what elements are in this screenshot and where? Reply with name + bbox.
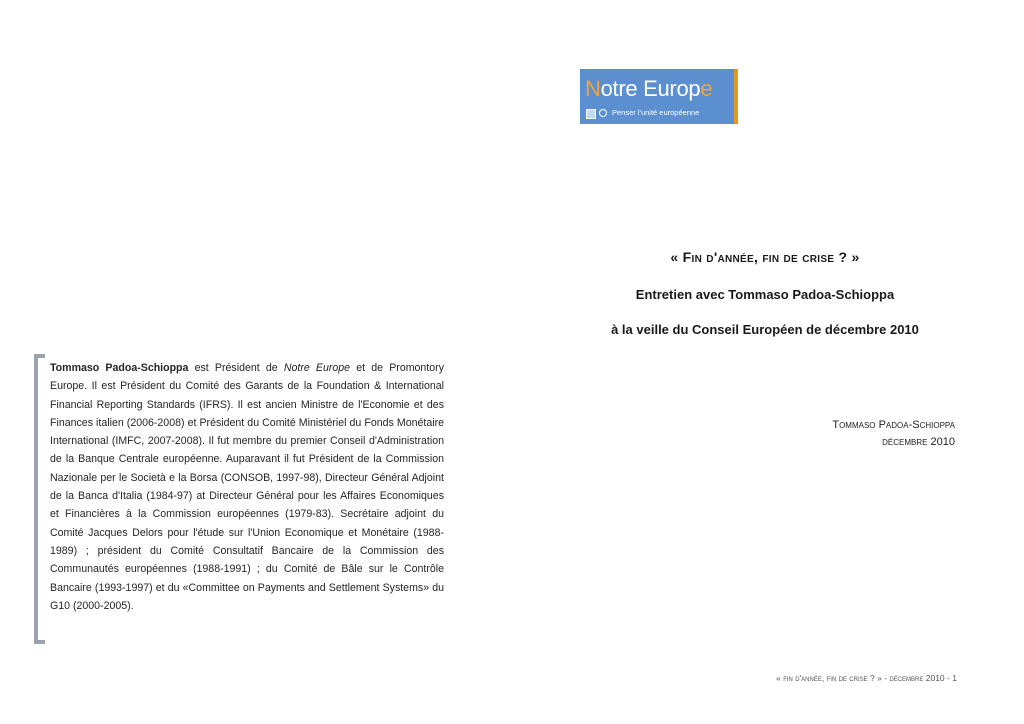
document-subtitle-interview: Entretien avec Tommaso Padoa-Schioppa	[635, 287, 895, 302]
bio-text-1: est Président de	[188, 362, 284, 374]
footer-separator: -	[947, 673, 950, 683]
logo-name-first: N	[585, 76, 601, 101]
logo-name-middle: otre Europ	[600, 76, 701, 101]
author-name: Tommaso Padoa-Schioppa	[832, 419, 955, 431]
bio-name: Tommaso Padoa-Schioppa	[50, 362, 189, 374]
page-footer	[776, 673, 957, 683]
footer-page-number: 1	[952, 673, 957, 683]
logo-name-accent: e	[700, 76, 713, 101]
square-icon	[586, 109, 596, 119]
footer-running-title: « fin d'année, fin de crise ? » - décembre	[776, 673, 924, 683]
author-block	[832, 417, 955, 451]
logo-tagline: Penser l'unité européenne	[612, 108, 700, 117]
document-subtitle-occasion: à la veille du Conseil Européen de décembre 2010	[611, 322, 919, 337]
circle-icon	[599, 109, 607, 117]
bio-org: Notre Europe	[283, 362, 351, 374]
footer-year: 2010	[925, 673, 945, 683]
author-bio	[50, 359, 444, 615]
logo-name	[585, 76, 712, 102]
author-date: décembre 2010	[882, 436, 955, 448]
bio-text-2: et de Promontory Europe. Il est Président du Comité des Garants de la Foundation & International Financial Reporting Standards (IFRS). Il est ancien Ministre de l'Economie et des Finances italien (2006-2008) et Président du Comité Ministériel du Fonds Monétaire International (IMFC, 2007-2008). Il fut membre du premier Conseil d'Administration de la Banque Centrale européenne. Auparavant il fut Président de la Commission Nazionale per le Società e la Borsa (CONSOB, 1997-98), Directeur Général Adjoint de la Banca d'Italia (1984-97) at Directeur Général pour les Affaires Economiques et Financières à la Commission européennes (1979-83). Secrétaire adjoint du Comité Jacques Delors pour l'étude sur l'Union Economique et Monétaire (1988-1989) ; président du Comité Consultatif Bancaire de la Commission des Communautés européennes (1988-1991) ; du Comité de Bâle sur le Contrôle Bancaire (1993-1997) et du «Committee on Payments and Settlement Systems» du G10 (2000-2005).	[50, 362, 444, 612]
bio-bracket	[34, 354, 45, 644]
document-title: « Fin d'année, fin de crise ? »	[670, 249, 860, 265]
notre-europe-logo	[580, 69, 738, 124]
